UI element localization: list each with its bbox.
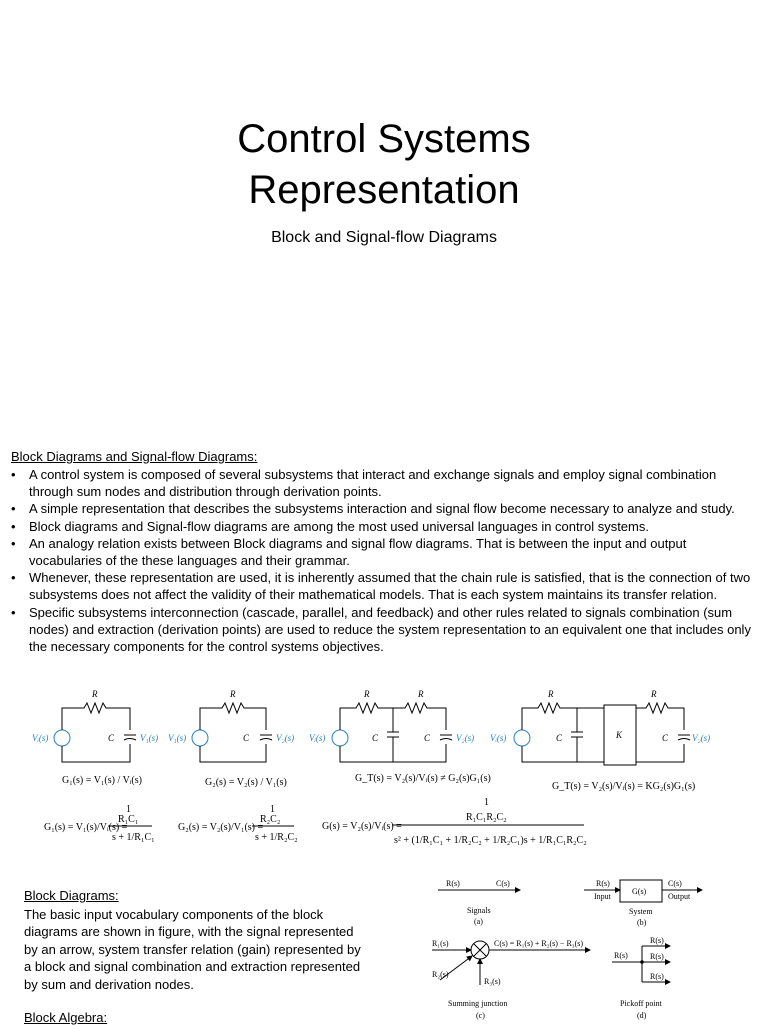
c1-label: C [108, 733, 115, 743]
signals-tag: (a) [474, 917, 483, 926]
svg-text:s² + (1/R₁C₁ + 1/R₂C₂ + 1/R₂C₁: s² + (1/R₁C₁ + 1/R₂C₂ + 1/R₂C₁)s + 1/R₁C₁R₂C₂ [394, 835, 587, 846]
signal-r-label: R(s) [446, 879, 460, 888]
block-algebra-heading: Block Algebra: [24, 1010, 108, 1025]
sum-output-label: C(s) = R₁(s) + R₂(s) − R₃(s) [494, 939, 584, 948]
block-diagrams-text: The basic input vocabulary components of the block diagrams are shown in figure, with the signal represented by an arrow, system transfer relation (gain) represented by a block and signal combination and extraction represented by sum and derivation nodes. [24, 907, 361, 992]
vi-label: Vᵢ(s) [309, 733, 326, 743]
g2-expanded: G₂(s) = V₂(s)/V₁(s) = [178, 822, 264, 833]
r2-label: R [418, 689, 424, 699]
sum-r3-label: R₃(s) [484, 977, 501, 986]
svg-text:1: 1 [126, 804, 131, 815]
v1-label: V₁(s) [140, 733, 159, 743]
r2-label: R [651, 689, 657, 699]
pickoff-out1-label: R(s) [650, 936, 664, 945]
svg-text:1: 1 [270, 804, 275, 815]
system-output-label: Output [668, 892, 691, 901]
r1-label: R [92, 689, 98, 699]
v2-label: V₂(s) [276, 733, 295, 743]
system-input-label: Input [594, 892, 611, 901]
summing-junction-diagram [432, 939, 590, 1020]
bullet-item: • A control system is composed of several subsystems that interact and exchange signals and employ signal combination through sum nodes and distribution through derivation points. [11, 466, 757, 500]
bullet-item: • An analogy relation exists between Block diagrams and signal flow diagrams. That is between the input and output vocabularies of the these languages and their grammar. [11, 535, 757, 569]
c2-label: C [243, 733, 250, 743]
svg-text:R₁C₁R₂C₂: R₁C₁R₂C₂ [466, 812, 507, 823]
pickoff-tag: (d) [637, 1011, 647, 1020]
svg-text:s + 1/R₂C₂: s + 1/R₂C₂ [255, 832, 298, 843]
v2-label: V₂(s) [456, 733, 475, 743]
bullet-item: • Block diagrams and Signal-flow diagrams are among the most used universal languages in control systems. [11, 518, 757, 535]
gt-equation-2: G_T(s) = V₂(s)/Vᵢ(s) = KG₂(s)G₁(s) [552, 781, 696, 792]
bullet-item: • Specific subsystems interconnection (cascade, parallel, and feedback) and other rules related to signals combination (sum nodes) and extraction (derivation points) are used to reduce the system representation to an equivalent one that includes only the necessary components for the control systems objectives. [11, 604, 757, 656]
vi-label: Vᵢ(s) [490, 733, 507, 743]
c1-label: C [372, 733, 379, 743]
bullet-item: • A simple representation that describes the subsystems interaction and signal flow become necessary to analyze and study. [11, 500, 757, 517]
pickoff-out3-label: R(s) [650, 972, 664, 981]
sum-r2-label: R₂(s) [432, 970, 449, 979]
bullet-item: • Whenever, these representation are used, it is inherently assumed that the chain rule is satisfied, that is the connection of two subsystems does not affect the validity of their mathematical models. That is each system maintains its transfer relation. [11, 569, 757, 603]
svg-text:R₁C₁: R₁C₁ [118, 814, 139, 825]
pickoff-input-label: R(s) [614, 951, 628, 960]
title-line-2: Representation [248, 168, 520, 212]
signals-diagram [438, 879, 520, 926]
v2-label: V₂(s) [692, 733, 711, 743]
c2-label: C [662, 733, 669, 743]
system-g-label: G(s) [632, 887, 647, 896]
title-line-1: Control Systems [237, 117, 531, 161]
block-diagrams-heading: Block Diagrams: [24, 888, 119, 903]
system-c-label: C(s) [668, 879, 682, 888]
signal-c-label: C(s) [496, 879, 510, 888]
slide-subtitle: Block and Signal-flow Diagrams [271, 229, 497, 246]
system-diagram [584, 879, 702, 927]
pickoff-point-diagram [612, 936, 670, 1020]
summing-tag: (c) [476, 1011, 485, 1020]
c1-label: C [556, 733, 563, 743]
r2-label: R [230, 689, 236, 699]
pickoff-out2-label: R(s) [650, 952, 664, 961]
section-heading: Block Diagrams and Signal-flow Diagrams: [11, 449, 258, 464]
r1-label: R [364, 689, 370, 699]
sum-r1-label: R₁(s) [432, 939, 449, 948]
svg-text:R₂C₂: R₂C₂ [260, 814, 281, 825]
g1-expanded: G₁(s) = V₁(s)/Vᵢ(s) = [44, 822, 128, 833]
pickoff-caption: Pickoff point [620, 999, 662, 1008]
vi-label: Vᵢ(s) [32, 733, 49, 743]
system-caption: System [629, 907, 653, 916]
v1-input-label: V₁(s) [168, 733, 187, 743]
gt-equation-1: G_T(s) = V₂(s)/Vᵢ(s) ≠ G₂(s)G₁(s) [355, 773, 491, 784]
system-tag: (b) [637, 918, 647, 927]
k-label: K [616, 730, 623, 740]
summing-caption: Summing junction [448, 999, 508, 1008]
svg-text:1: 1 [484, 797, 489, 808]
system-r-label: R(s) [596, 879, 610, 888]
g1-equation: G₁(s) = V₁(s) / Vᵢ(s) [62, 775, 142, 786]
r1-label: R [548, 689, 554, 699]
g2-equation: G₂(s) = V₂(s) / V₁(s) [205, 777, 287, 788]
g-expanded: G(s) = V₂(s)/Vᵢ(s) = [322, 821, 402, 832]
signals-caption: Signals [467, 906, 491, 915]
svg-text:s + 1/R₁C₁: s + 1/R₁C₁ [112, 832, 155, 843]
c2-label: C [424, 733, 431, 743]
